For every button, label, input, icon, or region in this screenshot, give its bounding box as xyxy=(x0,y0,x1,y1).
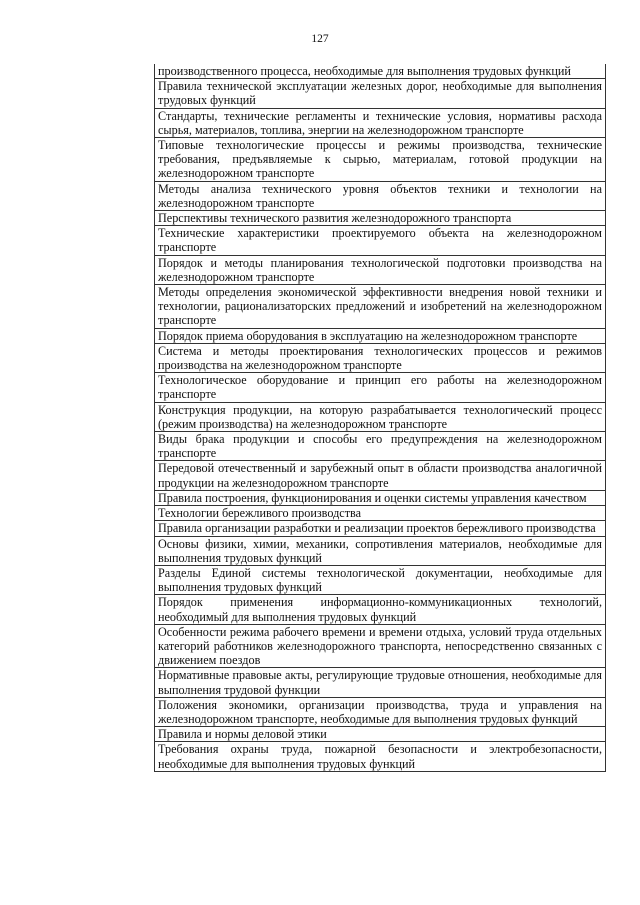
knowledge-item: Правила и нормы деловой этики xyxy=(155,727,606,742)
knowledge-item: Правила построения, функционирования и оценки системы управления качеством xyxy=(155,490,606,505)
knowledge-item: Методы определения экономической эффективности внедрения новой техники и технологии, рационализаторских предложений и изобретений на железнодорожном транспорте xyxy=(155,285,606,329)
knowledge-item: Порядок и методы планирования технологической подготовки производства на железнодорожном транспорте xyxy=(155,255,606,284)
knowledge-item: Перспективы технического развития железнодорожного транспорта xyxy=(155,211,606,226)
knowledge-item: Нормативные правовые акты, регулирующие трудовые отношения, необходимые для выполнения трудовой функции xyxy=(155,668,606,697)
knowledge-item: Положения экономики, организации производства, труда и управления на железнодорожном транспорте, необходимые для выполнения трудовых функций xyxy=(155,697,606,726)
knowledge-item: Правила технической эксплуатации железных дорог, необходимые для выполнения трудовых функций xyxy=(155,79,606,108)
knowledge-item: Передовой отечественный и зарубежный опыт в области производства аналогичной продукции на железнодорожном транспорте xyxy=(155,461,606,490)
knowledge-item: Основы физики, химии, механики, сопротивления материалов, необходимые для выполнения трудовых функций xyxy=(155,536,606,565)
knowledge-item: Особенности режима рабочего времени и времени отдыха, условий труда отдельных категорий работников железнодорожного транспорта, непосредственно связанных с движением поездов xyxy=(155,624,606,668)
knowledge-item: Требования охраны труда, пожарной безопасности и электробезопасности, необходимые для выполнения трудовых функций xyxy=(155,742,606,771)
table-body xyxy=(66,64,606,771)
knowledge-item: Виды брака продукции и способы его предупреждения на железнодорожном транспорте xyxy=(155,432,606,461)
knowledge-item: Порядок приема оборудования в эксплуатацию на железнодорожном транспорте xyxy=(155,328,606,343)
knowledge-item: Типовые технологические процессы и режимы производства, технические требования, предъявляемые к сырью, материалам, готовой продукции на железнодорожном транспорте xyxy=(155,138,606,182)
label-cell xyxy=(66,64,155,771)
knowledge-table xyxy=(66,64,606,772)
knowledge-item: Разделы Единой системы технологической документации, необходимые для выполнения трудовых функций xyxy=(155,565,606,594)
knowledge-item: производственного процесса, необходимые для выполнения трудовых функций xyxy=(155,64,606,79)
page-number: 127 xyxy=(311,33,329,45)
knowledge-item: Технологии бережливого производства xyxy=(155,506,606,521)
knowledge-item: Методы анализа технического уровня объектов техники и технологии на железнодорожном транспорте xyxy=(155,181,606,210)
knowledge-item: Правила организации разработки и реализации проектов бережливого производства xyxy=(155,521,606,536)
knowledge-item: Технологическое оборудование и принцип его работы на железнодорожном транспорте xyxy=(155,373,606,402)
knowledge-item: Стандарты, технические регламенты и технические условия, нормативы расхода сырья, материалов, топлива, энергии на железнодорожном транспорте xyxy=(155,108,606,137)
knowledge-item: Порядок применения информационно-коммуникационных технологий, необходимый для выполнения трудовых функций xyxy=(155,595,606,624)
knowledge-item: Конструкция продукции, на которую разрабатывается технологический процесс (режим производства) на железнодорожном транспорте xyxy=(155,402,606,431)
knowledge-item: Система и методы проектирования технологических процессов и режимов производства на железнодорожном транспорте xyxy=(155,343,606,372)
table-row xyxy=(66,64,606,79)
knowledge-item: Технические характеристики проектируемого объекта на железнодорожном транспорте xyxy=(155,226,606,255)
